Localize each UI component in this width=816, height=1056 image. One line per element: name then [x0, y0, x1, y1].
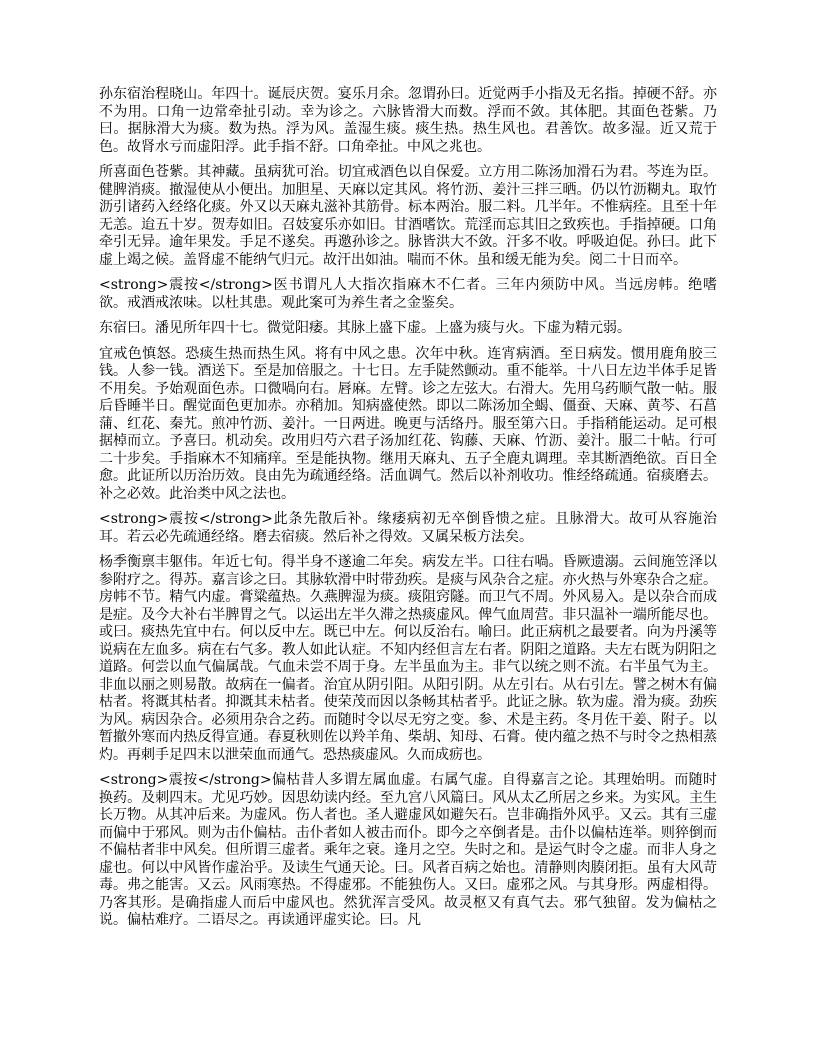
- paragraph: 东宿曰。潘见所年四十七。微觉阳痿。其脉上盛下虚。上盛为痰与火。下虚为精元弱。: [99, 320, 631, 336]
- document-body: [99, 86, 717, 930]
- paragraph: <strong>震按</strong>医书谓凡人大指次指麻木不仁者。三年内须防中风。当远房帏。绝嗜欲。戒酒戒浓味。以杜其患。观此案可为养生者之金鉴矣。: [99, 277, 717, 311]
- paragraph: 杨季衡禀丰躯伟。年近七旬。得半身不遂逾二年矣。病发左半。口往右喎。昏厥遗溺。云间施笠泽以参附疗之。得苏。嘉言诊之曰。其脉软滑中时带劲疾。是痰与风杂合之症。亦火热与外寒杂合之症。房帏不节。精气内虚。膏粱蕴热。久燕脾湿为痰。痰阻窍隧。而卫气不周。外风易入。是以杂合而成是症。及今大补右半脾胃之气。以运出左半久滞之热痰虚风。俾气血周营。非只温补一端所能尽也。或曰。痰热先宜中右。何以反中左。既已中左。何以反治右。喻曰。此正病机之最要者。向为丹溪等说病在左血多。病在右气多。教人如此认症。不知内经但言左右者。阴阳之道路。夫左右既为阴阳之道路。何尝以血气偏属哉。气血未尝不周于身。左半虽血为主。非气以统之则不流。右半虽气为主。非血以丽之则易散。故病在一偏者。治宜从阴引阳。从阳引阴。从左引右。从右引左。譬之树木有偏枯者。将溉其枯者。抑溉其未枯者。使荣茂而因以条畅其枯者乎。此证之脉。软为虚。滑为痰。劲疾为风。病因杂合。必须用杂合之药。而随时令以尽无穷之变。参、术是主药。冬月佐干姜、附子。以暂撤外寒而内热反得宣通。春夏秋则佐以羚羊角、柴胡、知母、石膏。使内蕴之热不与时令之热相蒸灼。再刺手足四末以泄荣血而通气。恐热痰虚风。久而成疬也。: [99, 554, 717, 763]
- paragraph: <strong>震按</strong>偏枯昔人多谓左属血虚。右属气虚。自得嘉言之论。其理始明。而随时换药。及刺四末。尤见巧妙。因思幼读内经。至九宫八风篇曰。风从太乙所居之乡来。为实风。主生长万物。从其冲后来。为虚风。伤人者也。圣人避虚风如避矢石。岂非确指外风乎。又云。其有三虚而偏中于邪风。则为击仆偏枯。击仆者如人被击而仆。即今之卒倒者是。击仆以偏枯连举。则猝倒而不偏枯者非中风矣。但所谓三虚者。乘年之衰。逢月之空。失时之和。是运气时令之虚。而非人身之虚也。何以中风皆作虚治乎。及读生气通天论。曰。风者百病之始也。清静则肉腠闭拒。虽有大风苛毒。弗之能害。又云。风雨寒热。不得虚邪。不能独伤人。又曰。虚邪之风。与其身形。两虚相得。乃客其形。是确指虚人而后中虚风也。然犹浑言受风。故灵枢又有真气去。邪气独留。发为偏枯之说。偏枯难疗。二语尽之。再读通评虚实论。曰。凡: [99, 772, 717, 928]
- paragraph: 所喜面色苍紫。其神藏。虽病犹可治。切宜戒酒色以自保爱。立方用二陈汤加滑石为君。芩连为臣。健脾消痰。撤湿使从小便出。加胆星、天麻以定其风。将竹沥、姜汁三拌三晒。仍以竹沥糊丸。取竹沥引诸药入经络化痰。外又以天麻丸滋补其筋骨。标本两治。服二料。几半年。不惟病痊。且至十年无恙。迨五十岁。贺寿如旧。召妓宴乐亦如旧。甘酒嗜饮。荒淫而忘其旧之致疾也。手指掉硬。口角牵引无异。逾年果发。手足不遂矣。再邀孙诊之。脉皆洪大不敛。汗多不收。呼吸迫促。孙曰。此下虚上竭之候。盖肾虚不能纳气归元。故汗出如油。喘而不休。虽和缓无能为矣。阅二十日而卒。: [99, 164, 717, 268]
- paragraph: 宜戒色慎怒。恐痰生热而热生风。将有中风之患。次年中秋。连宵病酒。至日病发。惯用鹿角胶三钱。人参一钱。酒送下。至是加倍服之。十七日。左手陡然颤动。重不能举。十八日左边半体手足皆不用矣。予始观面色赤。口微喎向右。唇麻。左臂。诊之左弦大。右滑大。先用乌药顺气散一帖。服后昏睡半日。醒觉面色更加赤。亦稍加。知病盛使然。即以二陈汤加全蝎、僵蚕、天麻、黄芩、石菖蒲、红花、秦艽。煎冲竹沥、姜汁。一日两进。晚更与活络丹。服至第六日。手指稍能运动。足可根据棹而立。予喜曰。机动矣。改用归芍六君子汤加红花、钩藤、天麻、竹沥、姜汁。服二十帖。行可二十步矣。手指麻木不知痛痒。至是能执物。继用天麻丸、五子全鹿丸调理。幸其断酒绝欲。百日全愈。此证所以历治历效。良由先为疏通经络。活血调气。然后以补剂收功。惟经络疏通。宿痰磨去。补之必效。此治类中风之法也。: [99, 345, 717, 502]
- paragraph: <strong>震按</strong>此条先散后补。缘痿病初无卒倒昏愦之症。且脉滑大。故可从容施治耳。若云必先疏通经络。磨去宿痰。然后补之得效。又属呆板方法矣。: [99, 511, 717, 545]
- paragraph: 孙东宿治程晓山。年四十。诞辰庆贺。宴乐月余。忽谓孙曰。近觉两手小指及无名指。掉硬不舒。亦不为用。口角一边常牵扯引动。幸为诊之。六脉皆滑大而数。浮而不敛。其体肥。其面色苍紫。乃曰。据脉滑大为痰。数为热。浮为风。盖湿生痰。痰生热。热生风也。君善饮。故多湿。近又荒于色。故肾水亏而虚阳浮。此手指不舒。口角牵扯。中风之兆也。: [99, 86, 717, 155]
